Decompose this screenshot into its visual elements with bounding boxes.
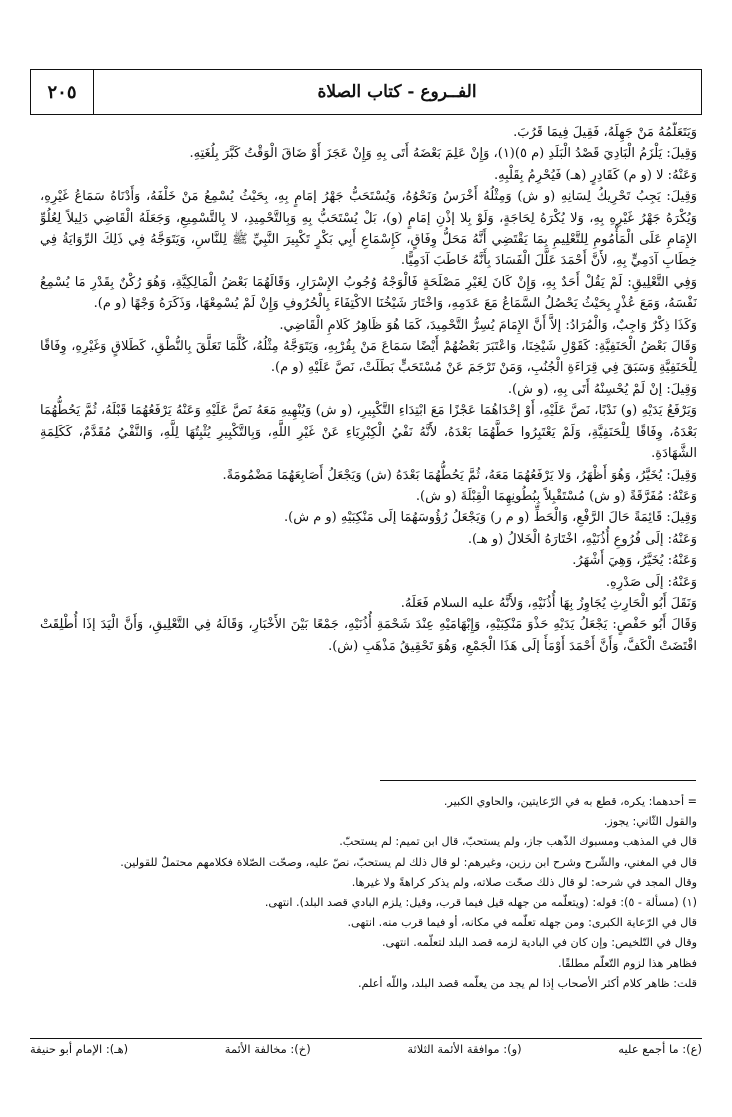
footnote-line: وقال في التّلخيص: وإن كان في البادية لزمه قصد البلد لتعلّمه. انتهى.	[382, 936, 697, 950]
page-header	[30, 69, 702, 115]
footnote-line: والقول الثّاني: يجوز.	[603, 815, 697, 829]
running-title: الفــروع - كتاب الصلاة	[317, 82, 477, 102]
paragraph: وَقِيلَ: قَائِمَةً حَالَ الرَّفْعِ، وَالْحَطِّ (و م ر) وَيَجْعَلُ رُؤُوسَهُمَا إلَى مَنْكِبَيْهِ (و م ش).	[284, 510, 697, 526]
footnote-line: قال في المذهب ومسبوك الذّهب جاز، ولم يستحبّ، قال ابن تميم: لم يستحبّ.	[339, 835, 697, 849]
legend-abu-hanifa: (هـ): الإمام أبو حنيفة	[30, 1042, 129, 1056]
paragraph: وَقِيلَ: يَجِبُ تَحْرِيكُ لِسَانِهِ (و ش) وَمِثْلُهُ أَخْرَسُ وَنَحْوُهُ، وَيُسْتَحَبُّ جَهْرُ إمَامٍ بِهِ، بِحَيْثُ يُسْمِعُ مَنْ خَلْفَهُ، وَأَدْنَاهُ سَمَاعُ غَيْرِهِ، وَيُكْرَهُ جَهْرُ غَيْرِهِ بِهِ، وَلا يُكْرَهُ لِحَاجَةٍ، وَلَوْ بِلا إذْنِ إمَامٍ (و)، بَلْ يُسْتَحَبُّ بِهِ وَبِالتَّحْمِيدِ، لا بِالتَّسْمِيعِ، وَجَعَلَهُ الْقَاضِي دَلِيلاً لِعُلُوِّ الإِمَامِ عَلَى الْمَأْمُومِ لِلتَّعْلِيمِ بِمَا يَقْتَضِي أَنَّهُ مَحَلُّ وِفَاقٍ، كَإِسْمَاعِ أَبِي بَكْرٍ تَكْبِيرَ النَّبِيِّ ﷺ لِلنَّاسِ، وَيَتَوَجَّهُ فِي ذَلِكَ الرِّوَايَةُ فِي خِطَابِ آدَمِيٍّ بِهِ، لأَنَّ أَحْمَدَ عَلَّلَ الْفَسَادَ بِأَنَّهُ خَاطَبَ آدَمِيًّا.	[40, 189, 697, 269]
footnote-line: (١) (مسألة - ٥): قوله: (ويتعلّمه من جهله قيل فيما قرب، وقيل: يلزم البادي قصد البلد). انتهى.	[264, 896, 697, 910]
legend-divider	[30, 1038, 702, 1039]
abbreviation-legend	[30, 1042, 702, 1062]
paragraph: وَيَرْفَعُ يَدَيْهِ (و) نَدْبًا، نَصَّ عَلَيْهِ، أَوْ إحْدَاهُمَا عَجْزًا مَعَ ابْتِدَاءِ التَّكْبِيرِ، (و ش) وَيُنْهِيهِ مَعَهُ نَصَّ عَلَيْهِ وَعَنْهُ يَرْفَعُهُمَا قَبْلَهُ، ثُمَّ يَحُطُّهُمَا بَعْدَهُ، وِفَاقًا لِلْحَنَفِيَّةِ، وَلَمْ يَعْتَبِرُوا حَطَّهُمَا بَعْدَهُ، لأَنَّهُ نَفْيُ الْكِبْرِيَاءِ عَنْ غَيْرِ اللَّهِ، وَبِالتَّكْبِيرِ يُثْبِتُهَا لِلَّهِ، وَالنَّفْيُ مُقَدَّمٌ، كَكَلِمَةِ الشَّهَادَةِ.	[40, 403, 697, 462]
legend-ijma: (ع): ما أجمع عليه	[618, 1042, 702, 1056]
paragraph: وَعَنْهُ: إلَى صَدْرِهِ.	[605, 574, 697, 590]
paragraph: وَعَنْهُ: مُفَرَّقَةً (و ش) مُسْتَقْبِلاً بِبُطُونِهِمَا الْقِبْلَةَ (و ش).	[415, 488, 697, 504]
legend-disagreement: (خ): مخالفة الأئمة	[224, 1042, 311, 1056]
legend-agreement: (و): موافقة الأئمة الثلاثة	[407, 1042, 522, 1056]
paragraph: وَفِي التَّعْلِيقِ: لَمْ يَقُلْ أَحَدٌ بِهِ، وَإِنْ كَانَ لِغَيْرِ مَصْلَحَةٍ فَالْوَجْهُ وُجُوبُ الإِسْرَارِ، وَقَالَهُمَا بَعْضُ الْمَالِكِيَّةِ، وَهُوَ رُكْنٌ بِقَدْرِ مَا يُسْمِعُ نَفْسَهُ، وَمَعَ عُذْرٍ بِحَيْثُ يَحْصُلُ السَّمَاعُ مَعَ عَدَمِهِ، وَاخْتَارَ شَيْخُنَا الاكْتِفَاءَ بِالْحُرُوفِ وَإِنْ لَمْ يُسْمِعْهَا، وَذَكَرَهُ وَجْهًا (و م).	[40, 274, 697, 312]
paragraph: وَقِيلَ: يَلْزَمُ الْبَادِيَ قَصْدُ الْبَلَدِ (م ٥)(١)، وَإِنْ عَلِمَ بَعْضَهُ أَتَى بِهِ وَإِنْ عَجَزَ أَوْ ضَاقَ الْوَقْتُ كَبَّرَ بِلُغَتِهِ.	[189, 146, 697, 162]
footnote-divider	[380, 780, 696, 781]
footnote-line: فظاهر هذا لزوم التّعلّم مطلقًا.	[558, 956, 697, 970]
paragraph: وَعَنْهُ: يُخَيَّرُ، وَهِيَ أَشْهَرُ.	[572, 553, 697, 569]
paragraph: وَقِيلَ: يُخَيَّرُ، وَهُوَ أَظْهَرُ، وَلا يَرْفَعُهُمَا مَعَهُ، ثُمَّ يَحُطُّهُمَا بَعْدَهُ (ش) وَيَجْعَلُ أَصَابِعَهُمَا مَضْمُومَةً.	[222, 467, 697, 483]
paragraph: وَنَقَلَ أَبُو الْحَارِثِ يُجَاوِزُ بِهَا أُذُنَيْهِ، وَلأَنَّهُ عليه السلام فَعَلَهُ.	[400, 595, 697, 611]
footnotes	[40, 792, 697, 1038]
footnote-line: قال في الرّعاية الكبرى: ومن جهله تعلّمه في مكانه، أو فيما قرب منه. انتهى.	[347, 916, 697, 930]
page-number: ٢٠٥	[31, 70, 94, 114]
paragraph: وَعَنْهُ: لا (و م) كَقَادِرٍ (هـ) فَيُحْرِمُ بِقَلْبِهِ.	[494, 167, 697, 183]
paragraph: وَيَتَعَلَّمُهُ مَنْ جَهِلَهُ، فَقِيلَ فِيمَا قَرُبَ.	[513, 125, 697, 140]
paragraph: وَكَذَا ذِكْرٌ وَاجِبٌ، وَالْمُرَادُ: إلاَّ أَنَّ الإِمَامَ يُسِرُّ التَّحْمِيدَ، كَمَا هُوَ ظَاهِرُ كَلامِ الْقَاضِي.	[279, 317, 697, 333]
footnote-line: وقال المجد في شرحه: لو قال ذلك صحّت صلاته، ولم يذكر كراهةً ولا غيرها.	[351, 875, 697, 889]
paragraph: وَقَالَ أَبُو حَفْصٍ: يَجْعَلُ يَدَيْهِ حَذْوَ مَنْكِبَيْهِ، وَإِبْهَامَيْهِ عِنْدَ شَحْمَةِ أُذُنَيْهِ، جَمْعًا بَيْنَ الأَخْبَارِ، وَقَالَهُ فِي التَّعْلِيقِ، وَأَنَّ الْيَدَ إذَا أُطْلِقَتْ اقْتَضَتْ الْكَفَّ، وَأَنَّ أَحْمَدَ أَوْمَأَ إلَى هَذَا الْجَمْعِ، وَهُوَ تَحْقِيقُ مَذْهَبِ (ش).	[40, 617, 697, 654]
paragraph: وَقَالَ بَعْضُ الْحَنَفِيَّةِ: كَقَوْلِ شَيْخِنَا، وَاعْتَبَرَ بَعْضُهُمْ أَيْضًا سَمَاعَ مَنْ بِقُرْبِهِ، وَيَتَوَجَّهُ مِثْلُهُ، كُلَّمَا تَعَلَّقَ بِالنُّطْقِ، كَطَلاقٍ وَغَيْرِهِ، وِفَاقًا لِلْحَنَفِيَّةِ وَسَبَقَ فِي قِرَاءَةِ الْجُنُبِ، وَمَنْ تَرْجَمَ عَنْ مُسْتَحَبٍّ بَطَلَتْ، نَصَّ عَلَيْهِ (و م).	[40, 339, 697, 376]
footnote-line: قال في المغني، والشّرح وشرح ابن رزين، وغيرهم: لو قال ذلك لم يستحبّ، نصّ عليه، وصحّت الصّلاة فكلامهم محتملٌ للقولين.	[120, 855, 697, 869]
main-text	[40, 122, 697, 767]
footnote-line: قلت: ظاهر كلام أكثر الأصحاب إذا لم يجد من يعلّمه قصد البلد، واللّه أعلم.	[357, 976, 697, 990]
footnote-line: = أحدهما: يكره، قطع به في الرّعايتين، والحاوي الكبير.	[443, 795, 697, 808]
paragraph: وَقِيلَ: إنْ لَمْ يُحْسِنْهُ أَتَى بِهِ، (و ش).	[507, 381, 697, 397]
paragraph: وَعَنْهُ: إلَى فُرُوعِ أُذُنَيْهِ، اخْتَارَهُ الْخَلالُ (و هـ).	[467, 531, 697, 547]
